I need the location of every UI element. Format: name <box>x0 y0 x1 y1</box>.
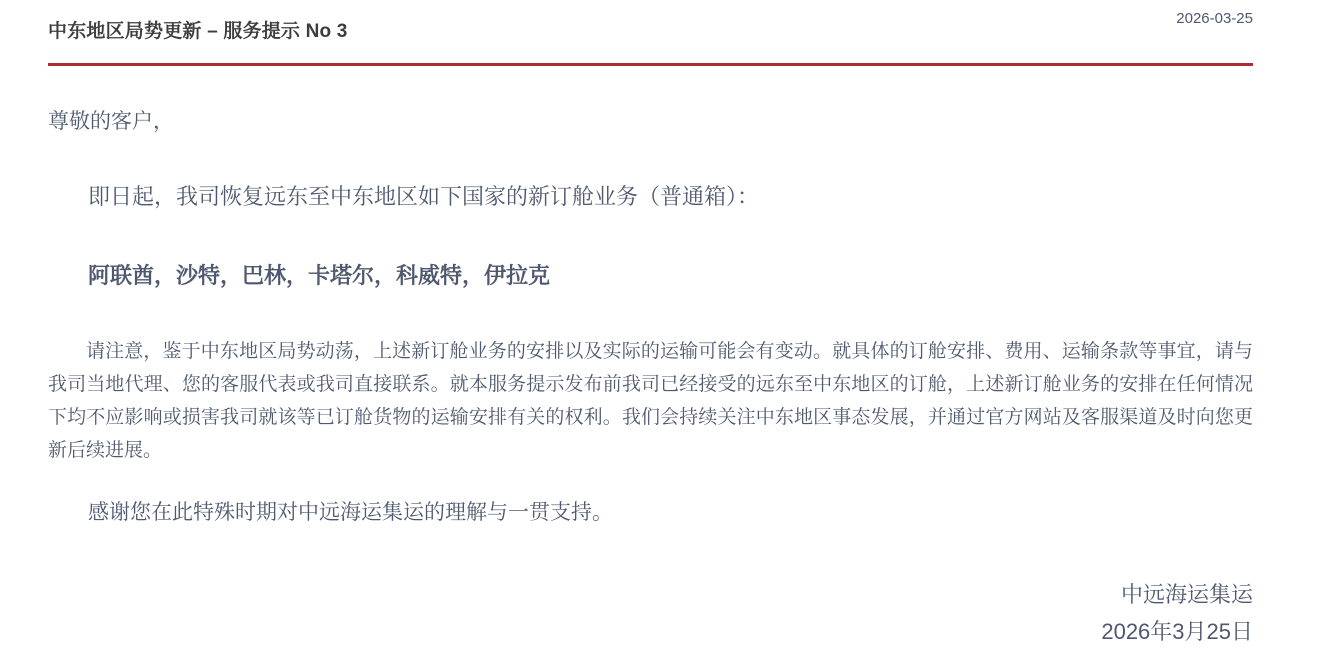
accent-divider <box>48 63 1253 66</box>
signature-date: 2026年3月25日 <box>1101 619 1253 644</box>
header-date: 2026-03-25 <box>1176 10 1253 27</box>
page-title: 中东地区局势更新 – 服务提示 No 3 <box>48 21 348 42</box>
document-header <box>48 10 1253 44</box>
countries-list: 阿联酋，沙特，巴林，卡塔尔，科威特，伊拉克 <box>88 263 551 288</box>
salutation-text: 尊敬的客户， <box>48 110 174 133</box>
thanks-paragraph: 感谢您在此特殊时期对中远海运集运的理解与一贯支持。 <box>88 501 613 524</box>
signature-block <box>48 576 1253 650</box>
notice-paragraph: 请注意，鉴于中东地区局势动荡，上述新订舱业务的安排以及实际的运输可能会有变动。就具体的订舱安排、费用、运输条款等事宜，请与我司当地代理、您的客服代表或我司直接联系。就本服务提示发布前我司已经接受的远东至中东地区的订舱，上述新订舱业务的安排在任何情况下均不应影响或损害我司就该等已订舱货物的运输安排有关的权利。我们会持续关注中东地区事态发展，并通过官方网站及客服渠道及时向您更新后续进展。 <box>48 341 1253 461</box>
signature-company: 中远海运集运 <box>1120 582 1253 607</box>
intro-paragraph: 即日起，我司恢复远东至中东地区如下国家的新订舱业务（普通箱）： <box>88 184 760 209</box>
